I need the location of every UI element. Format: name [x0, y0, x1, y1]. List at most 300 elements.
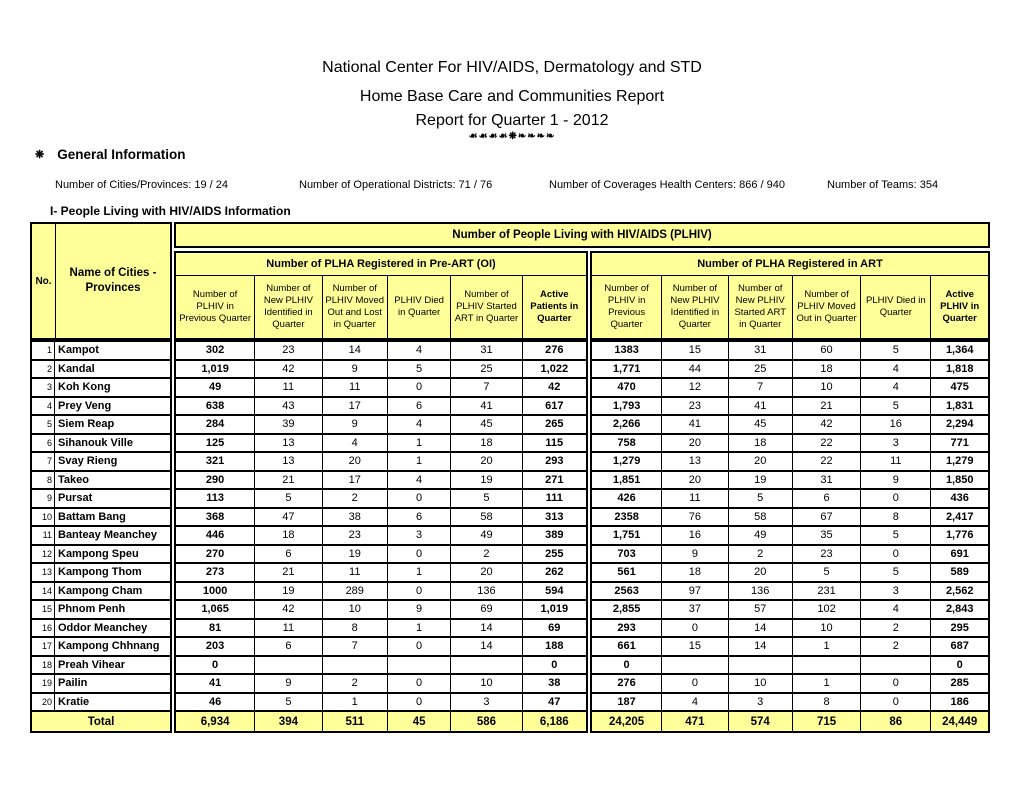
row-number: 18	[32, 657, 55, 674]
value-cell: 81	[176, 620, 255, 637]
table-row	[32, 546, 170, 565]
value-cell: 115	[545, 436, 564, 449]
value-cell: 6	[388, 398, 451, 415]
value-cell: 289	[323, 583, 388, 600]
value-cell: 47	[255, 509, 322, 526]
value-cell: 49	[729, 527, 793, 544]
value-cell: 97	[662, 583, 728, 600]
table-row	[176, 453, 586, 472]
value-cell: 1,019	[540, 603, 569, 616]
value-cell: 46	[176, 694, 255, 711]
value-cell: 23	[255, 342, 322, 359]
value-cell: 45	[729, 416, 793, 433]
value-cell: 102	[793, 601, 861, 618]
value-cell: 295	[950, 621, 969, 634]
names-body	[30, 340, 172, 733]
value-cell: 4	[323, 435, 388, 452]
value-cell: 18	[662, 564, 728, 581]
province-name: Kandal	[58, 362, 95, 375]
value-cell: 186	[950, 695, 969, 708]
value-cell: 5	[729, 490, 793, 507]
row-number: 19	[32, 675, 55, 692]
value-cell: 49	[176, 379, 255, 396]
art-body	[590, 340, 990, 733]
total-value: 6,186	[539, 715, 569, 728]
value-cell: 703	[592, 546, 662, 563]
value-cell: 2	[729, 546, 793, 563]
row-number: 5	[32, 416, 55, 433]
table-row	[32, 638, 170, 657]
value-cell: 321	[176, 453, 255, 470]
value-cell: 20	[662, 435, 728, 452]
value-cell: 589	[950, 566, 969, 579]
table-row	[592, 657, 988, 676]
value-cell: 41	[729, 398, 793, 415]
value-cell: 638	[176, 398, 255, 415]
value-cell	[388, 657, 451, 674]
info-teams: Number of Teams: 354	[827, 179, 939, 191]
table-row	[32, 509, 170, 528]
value-cell: 1	[793, 638, 861, 655]
table-row	[32, 564, 170, 583]
column-header: Number of PLHIV in Previous Quarter	[176, 276, 255, 338]
value-cell: 1,022	[540, 362, 569, 375]
table-row	[592, 564, 988, 583]
table-row	[176, 657, 586, 676]
value-cell: 21	[255, 564, 322, 581]
value-cell: 771	[950, 436, 969, 449]
value-cell: 49	[451, 527, 522, 544]
value-cell: 2563	[592, 583, 662, 600]
value-cell: 20	[451, 564, 522, 581]
total-value: 574	[729, 712, 793, 731]
value-cell: 9	[323, 416, 388, 433]
total-value: 511	[323, 712, 388, 731]
province-name: Kratie	[58, 695, 90, 708]
value-cell: 11	[662, 490, 728, 507]
value-cell: 188	[545, 640, 564, 653]
table-row	[176, 546, 586, 565]
value-cell: 2,266	[592, 416, 662, 433]
value-cell: 276	[545, 344, 564, 357]
value-cell: 125	[176, 435, 255, 452]
row-number: 13	[32, 564, 55, 581]
value-cell: 231	[793, 583, 861, 600]
value-cell: 22	[793, 435, 861, 452]
value-cell: 113	[176, 490, 255, 507]
value-cell: 14	[451, 638, 522, 655]
table-row	[32, 435, 170, 454]
value-cell: 57	[729, 601, 793, 618]
value-cell: 273	[176, 564, 255, 581]
report-subtitle: Home Base Care and Communities Report	[359, 88, 665, 105]
province-name: Preah Vihear	[58, 658, 126, 671]
value-cell: 0	[388, 490, 451, 507]
value-cell: 3	[861, 435, 931, 452]
table-row	[32, 527, 170, 546]
value-cell: 2,294	[945, 418, 974, 431]
value-cell: 18	[729, 435, 793, 452]
info-operational-districts: Number of Operational Districts: 71 / 76	[299, 179, 493, 191]
table-row	[32, 657, 170, 676]
value-cell: 60	[793, 342, 861, 359]
value-cell: 20	[323, 453, 388, 470]
province-name: Phnom Penh	[58, 603, 126, 616]
table-row	[176, 398, 586, 417]
value-cell: 39	[255, 416, 322, 433]
value-cell: 19	[323, 546, 388, 563]
value-cell: 389	[545, 529, 564, 542]
ornament-divider: ☙☙☙☙❋❧❧❧❧	[468, 131, 556, 142]
province-name: Sihanouk Ville	[58, 436, 133, 449]
table-row	[592, 694, 988, 713]
value-cell: 2	[861, 620, 931, 637]
value-cell: 0	[861, 694, 931, 711]
province-name: Svay Rieng	[58, 455, 118, 468]
value-cell: 2	[451, 546, 522, 563]
value-cell: 290	[176, 472, 255, 489]
value-cell: 11	[255, 620, 322, 637]
value-cell: 561	[592, 564, 662, 581]
group-header-plhiv: Number of People Living with HIV/AIDS (PLHIV)	[174, 222, 990, 248]
value-cell: 18	[255, 527, 322, 544]
preart-header-block	[174, 251, 588, 340]
value-cell: 37	[662, 601, 728, 618]
total-value: 45	[388, 712, 451, 731]
value-cell: 20	[662, 472, 728, 489]
value-cell: 0	[551, 658, 558, 671]
value-cell: 446	[176, 527, 255, 544]
value-cell: 19	[729, 472, 793, 489]
value-cell: 9	[255, 675, 322, 692]
province-name: Kampong Chhnang	[58, 640, 160, 653]
value-cell: 10	[323, 601, 388, 618]
value-cell: 0	[388, 583, 451, 600]
value-cell: 2,843	[945, 603, 974, 616]
value-cell: 7	[451, 379, 522, 396]
table-row	[32, 472, 170, 491]
row-number: 17	[32, 638, 55, 655]
preart-group-header: Number of PLHA Registered in Pre-ART (OI)	[176, 253, 586, 276]
value-cell: 11	[323, 564, 388, 581]
table-row	[592, 361, 988, 380]
value-cell: 15	[662, 638, 728, 655]
table-row	[176, 379, 586, 398]
value-cell: 187	[592, 694, 662, 711]
value-cell: 0	[662, 675, 728, 692]
value-cell: 10	[793, 379, 861, 396]
value-cell: 1,793	[592, 398, 662, 415]
value-cell: 17	[323, 472, 388, 489]
value-cell: 5	[255, 490, 322, 507]
value-cell: 1383	[592, 342, 662, 359]
report-quarter: Report for Quarter 1 - 2012	[415, 112, 609, 129]
table-row	[32, 453, 170, 472]
table-row	[176, 490, 586, 509]
value-cell: 18	[451, 435, 522, 452]
province-name: Kampong Speu	[58, 547, 139, 560]
value-cell: 21	[793, 398, 861, 415]
value-cell: 25	[451, 361, 522, 378]
value-cell: 4	[388, 416, 451, 433]
table-row	[176, 675, 586, 694]
value-cell: 6	[388, 509, 451, 526]
column-header: Active PLHIV in Quarter	[940, 289, 980, 324]
value-cell: 3	[729, 694, 793, 711]
province-name: Kampong Thom	[58, 566, 142, 579]
value-cell: 15	[662, 342, 728, 359]
province-name: Siem Reap	[58, 418, 115, 431]
value-cell: 271	[545, 473, 564, 486]
row-number: 1	[32, 342, 55, 359]
value-cell: 23	[323, 527, 388, 544]
table-row	[32, 620, 170, 639]
row-number: 3	[32, 379, 55, 396]
total-value: 586	[451, 712, 522, 731]
value-cell: 45	[451, 416, 522, 433]
value-cell	[255, 657, 322, 674]
table-row	[592, 379, 988, 398]
value-cell: 22	[793, 453, 861, 470]
value-cell: 262	[545, 566, 564, 579]
value-cell: 313	[545, 510, 564, 523]
total-row	[592, 712, 988, 731]
table-row	[176, 694, 586, 713]
value-cell: 1,065	[176, 601, 255, 618]
value-cell: 9	[323, 361, 388, 378]
value-cell: 69	[548, 621, 561, 634]
value-cell: 76	[662, 509, 728, 526]
value-cell: 4	[861, 601, 931, 618]
total-row	[176, 712, 586, 731]
value-cell: 276	[592, 675, 662, 692]
province-name: Koh Kong	[58, 381, 111, 394]
value-cell: 12	[662, 379, 728, 396]
value-cell: 14	[451, 620, 522, 637]
value-cell: 0	[388, 694, 451, 711]
column-header: Number of PLHIV Moved Out in Quarter	[793, 276, 861, 338]
no-column-header: No.	[32, 224, 56, 338]
value-cell: 302	[176, 342, 255, 359]
value-cell: 136	[729, 583, 793, 600]
column-header: Number of PLHIV Moved Out and Lost in Quarter	[323, 276, 388, 338]
value-cell: 0	[662, 620, 728, 637]
value-cell: 1	[388, 620, 451, 637]
value-cell: 5	[388, 361, 451, 378]
value-cell: 758	[592, 435, 662, 452]
value-cell: 1,776	[945, 529, 974, 542]
value-cell: 0	[176, 657, 255, 674]
value-cell: 1,279	[945, 455, 974, 468]
section-title: I- People Living with HIV/AIDS Information	[50, 204, 291, 218]
table-row	[32, 416, 170, 435]
value-cell: 31	[729, 342, 793, 359]
value-cell: 41	[176, 675, 255, 692]
value-cell: 2	[323, 675, 388, 692]
total-value: 6,934	[176, 712, 255, 731]
value-cell: 3	[451, 694, 522, 711]
province-name: Kampot	[58, 344, 99, 357]
table-row	[32, 601, 170, 620]
value-cell: 42	[255, 361, 322, 378]
value-cell: 21	[255, 472, 322, 489]
table-header-no-name	[30, 222, 172, 340]
value-cell	[861, 657, 931, 674]
value-cell: 20	[729, 564, 793, 581]
value-cell: 6	[255, 638, 322, 655]
value-cell: 13	[255, 453, 322, 470]
value-cell: 14	[729, 638, 793, 655]
value-cell: 2,417	[945, 510, 974, 523]
column-header: Number of PLHIV in Previous Quarter	[592, 276, 662, 338]
value-cell: 426	[592, 490, 662, 507]
value-cell: 1	[388, 564, 451, 581]
province-name: Pursat	[58, 492, 93, 505]
value-cell: 41	[451, 398, 522, 415]
value-cell: 13	[662, 453, 728, 470]
value-cell: 0	[388, 379, 451, 396]
value-cell: 2,855	[592, 601, 662, 618]
value-cell: 42	[793, 416, 861, 433]
value-cell: 293	[545, 455, 564, 468]
value-cell: 1	[388, 453, 451, 470]
value-cell: 69	[451, 601, 522, 618]
value-cell: 67	[793, 509, 861, 526]
value-cell	[793, 657, 861, 674]
table-row	[32, 398, 170, 417]
value-cell: 0	[861, 490, 931, 507]
row-number: 10	[32, 509, 55, 526]
value-cell: 1,019	[176, 361, 255, 378]
value-cell: 11	[255, 379, 322, 396]
value-cell: 31	[793, 472, 861, 489]
value-cell	[729, 657, 793, 674]
value-cell: 5	[861, 564, 931, 581]
table-row	[176, 472, 586, 491]
column-header: PLHIV Died in Quarter	[861, 276, 931, 338]
value-cell: 368	[176, 509, 255, 526]
value-cell: 1,850	[945, 473, 974, 486]
art-column-headers	[592, 276, 988, 338]
value-cell: 20	[729, 453, 793, 470]
row-number: 20	[32, 694, 55, 711]
table-row	[592, 416, 988, 435]
table-row	[592, 453, 988, 472]
value-cell: 42	[548, 381, 561, 394]
value-cell: 38	[323, 509, 388, 526]
value-cell: 5	[861, 398, 931, 415]
province-name: Prey Veng	[58, 399, 112, 412]
table-row	[592, 583, 988, 602]
general-information-heading	[35, 147, 186, 162]
value-cell: 58	[451, 509, 522, 526]
value-cell: 203	[176, 638, 255, 655]
value-cell: 19	[255, 583, 322, 600]
province-name: Battam Bang	[58, 510, 126, 523]
value-cell: 16	[662, 527, 728, 544]
value-cell: 9	[662, 546, 728, 563]
star-bullet-icon: ❋	[35, 149, 45, 161]
value-cell: 5	[861, 527, 931, 544]
table-row	[176, 564, 586, 583]
column-header: Number of New PLHIV Identified in Quarter	[662, 276, 728, 338]
province-name: Oddor Meanchey	[58, 621, 148, 634]
value-cell: 11	[323, 379, 388, 396]
value-cell: 1,818	[945, 362, 974, 375]
table-row	[592, 675, 988, 694]
value-cell: 14	[323, 342, 388, 359]
row-number: 2	[32, 361, 55, 378]
value-cell: 5	[861, 342, 931, 359]
table-row	[176, 620, 586, 639]
value-cell: 38	[548, 677, 561, 690]
value-cell: 594	[545, 584, 564, 597]
value-cell: 9	[861, 472, 931, 489]
column-header: Number of New PLHIV Started ART in Quarter	[729, 276, 793, 338]
value-cell: 255	[545, 547, 564, 560]
table-row	[592, 472, 988, 491]
province-name: Kampong Cham	[58, 584, 143, 597]
value-cell: 3	[861, 583, 931, 600]
value-cell: 1	[793, 675, 861, 692]
total-value: 86	[861, 712, 931, 731]
value-cell: 5	[255, 694, 322, 711]
total-value: 24,205	[592, 712, 662, 731]
column-header: Number of PLHIV Started ART in Quarter	[451, 276, 522, 338]
info-cities-provinces: Number of Cities/Provinces: 19 / 24	[55, 179, 229, 191]
value-cell: 10	[451, 675, 522, 692]
value-cell: 16	[861, 416, 931, 433]
table-row	[176, 416, 586, 435]
value-cell: 0	[388, 546, 451, 563]
value-cell: 6	[793, 490, 861, 507]
value-cell: 47	[548, 695, 561, 708]
value-cell: 284	[176, 416, 255, 433]
value-cell: 10	[793, 620, 861, 637]
total-value: 715	[793, 712, 861, 731]
table-row	[32, 583, 170, 602]
plhiv-table	[30, 222, 990, 742]
value-cell: 4	[861, 361, 931, 378]
value-cell: 0	[388, 638, 451, 655]
value-cell: 293	[592, 620, 662, 637]
value-cell: 0	[388, 675, 451, 692]
value-cell: 617	[545, 399, 564, 412]
value-cell: 5	[451, 490, 522, 507]
value-cell: 4	[388, 472, 451, 489]
row-number: 14	[32, 583, 55, 600]
value-cell: 14	[729, 620, 793, 637]
value-cell: 5	[793, 564, 861, 581]
table-row	[592, 490, 988, 509]
value-cell: 3	[388, 527, 451, 544]
table-row	[592, 509, 988, 528]
value-cell: 265	[545, 418, 564, 431]
value-cell: 8	[323, 620, 388, 637]
value-cell: 1,751	[592, 527, 662, 544]
province-name: Takeo	[58, 473, 89, 486]
province-name: Banteay Meanchey	[58, 529, 158, 542]
value-cell: 35	[793, 527, 861, 544]
value-cell: 20	[451, 453, 522, 470]
value-cell: 44	[662, 361, 728, 378]
value-cell: 1,831	[945, 399, 974, 412]
value-cell: 1000	[176, 583, 255, 600]
value-cell: 1,771	[592, 361, 662, 378]
value-cell: 19	[451, 472, 522, 489]
value-cell: 2	[861, 638, 931, 655]
value-cell: 2358	[592, 509, 662, 526]
